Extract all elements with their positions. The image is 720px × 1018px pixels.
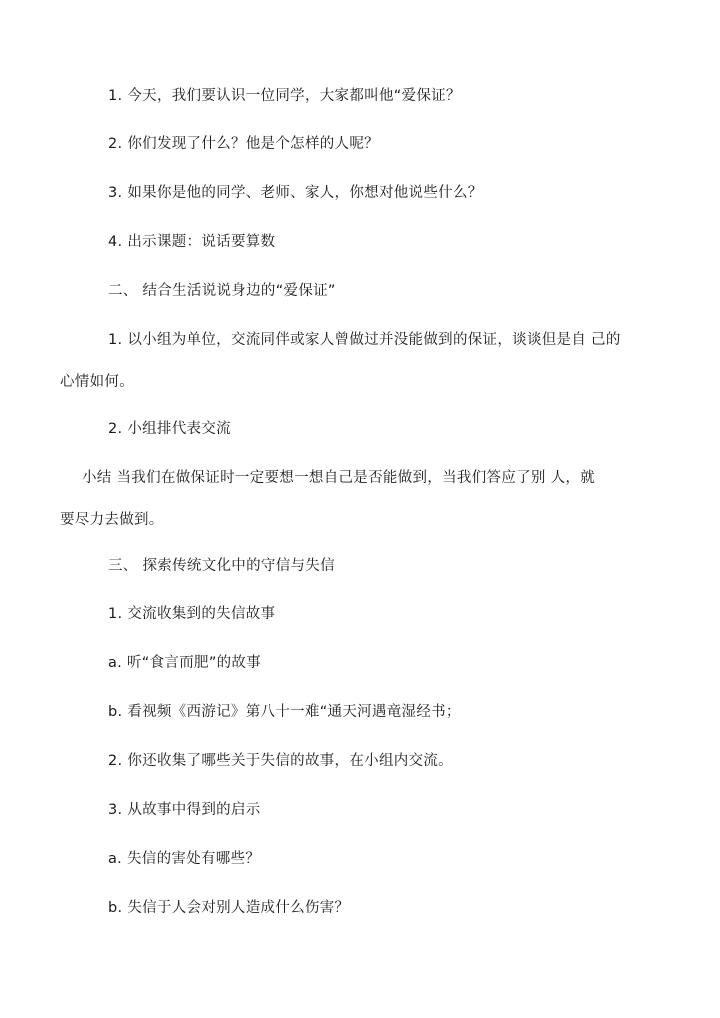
paragraph-1: 1. 今天，我们要认识一位同学，大家都叫他“爱保证？ [108,88,461,104]
summary-paragraph [60,468,666,530]
paragraph-2: 2. 你们发现了什么？他是个怎样的人呢？ [108,136,379,152]
paragraph-10: 1. 交流收集到的失信故事 [108,606,276,622]
paragraph-4: 4. 出示课题：说话要算数 [108,234,276,250]
paragraph-6 [60,330,666,392]
paragraph-13: 2. 你还收集了哪些关于失信的故事，在小组内交流。 [108,753,453,769]
paragraph-15: a. 失信的害处有哪些？ [108,851,261,867]
paragraph-16: b. 失信于人会对别人造成什么伤害？ [108,900,350,916]
section-heading-3: 三、 探索传统文化中的守信与失信 [108,558,335,574]
section-heading-2: 二、 结合生活说说身边的“爱保证” [108,283,336,299]
paragraph-6-line-1: 1. 以小组为单位，交流同伴或家人曾做过并没能做到的保证，谈谈但是自 己的 [108,332,621,348]
paragraph-14: 3. 从故事中得到的启示 [108,802,261,818]
paragraph-12: b. 看视频《西游记》第八十一难“通天河遇竜湿经书； [108,704,461,720]
paragraph-6-line-2: 心情如何。 [60,374,134,390]
paragraph-3: 3. 如果你是他的同学、老师、家人，你想对他说些什么？ [108,185,483,201]
paragraph-11: a. 听“食言而肥”的故事 [108,655,262,671]
summary-line-1: 小结 当我们在做保证时一定要想一想自己是否能做到，当我们答应了别 人，就 [82,470,596,486]
paragraph-7: 2. 小组排代表交流 [108,421,231,437]
summary-line-2: 要尽力去做到。 [60,512,164,528]
